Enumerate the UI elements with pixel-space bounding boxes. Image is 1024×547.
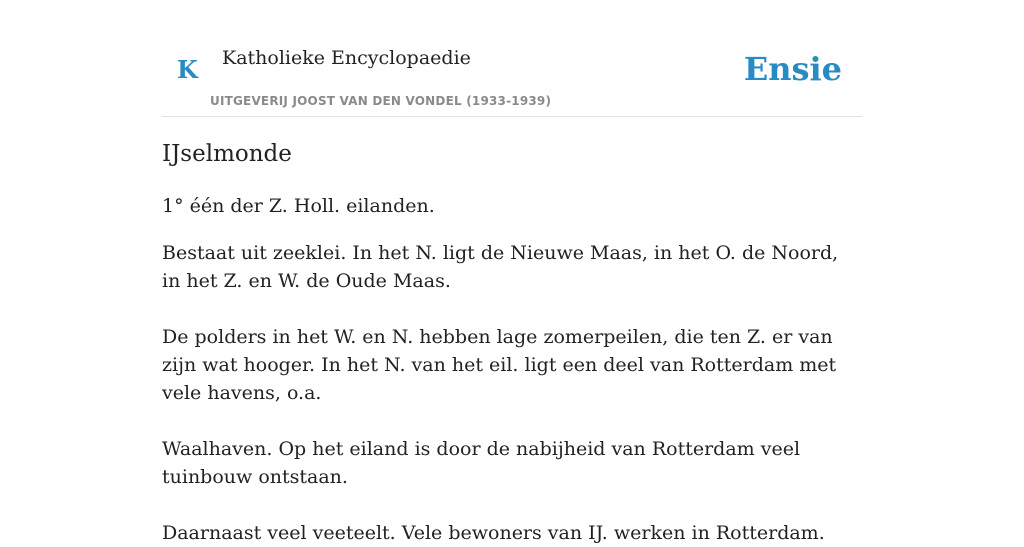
publisher-label: UITGEVERIJ JOOST VAN DEN VONDEL (1933-1939) [210, 94, 552, 108]
article [162, 136, 862, 547]
article-paragraph: De polders in het W. en N. hebben lage zomerpeilen, die ten Z. er van zijn wat hooger. In het N. van het eil. ligt een deel van Rotterdam met vele havens, o.a. [162, 326, 837, 404]
article-title: IJselmonde [162, 141, 292, 167]
article-paragraph: 1° één der Z. Holl. eilanden. [162, 195, 435, 217]
encyclopedia-title[interactable]: Katholieke Encyclopaedie [222, 47, 471, 69]
article-paragraph: Daarnaast veel veeteelt. Vele bewoners van IJ. werken in Rotterdam. [162, 522, 825, 544]
encyclopedia-logo-icon[interactable]: K [177, 55, 198, 84]
article-paragraph: Waalhaven. Op het eiland is door de nabijheid van Rotterdam veel tuinbouw ontstaan. [162, 438, 801, 488]
site-header [162, 0, 862, 117]
article-paragraph: Bestaat uit zeeklei. In het N. ligt de Nieuwe Maas, in het O. de Noord, in het Z. en W. de Oude Maas. [162, 242, 839, 292]
ensie-brand-link[interactable]: Ensie [743, 50, 842, 88]
